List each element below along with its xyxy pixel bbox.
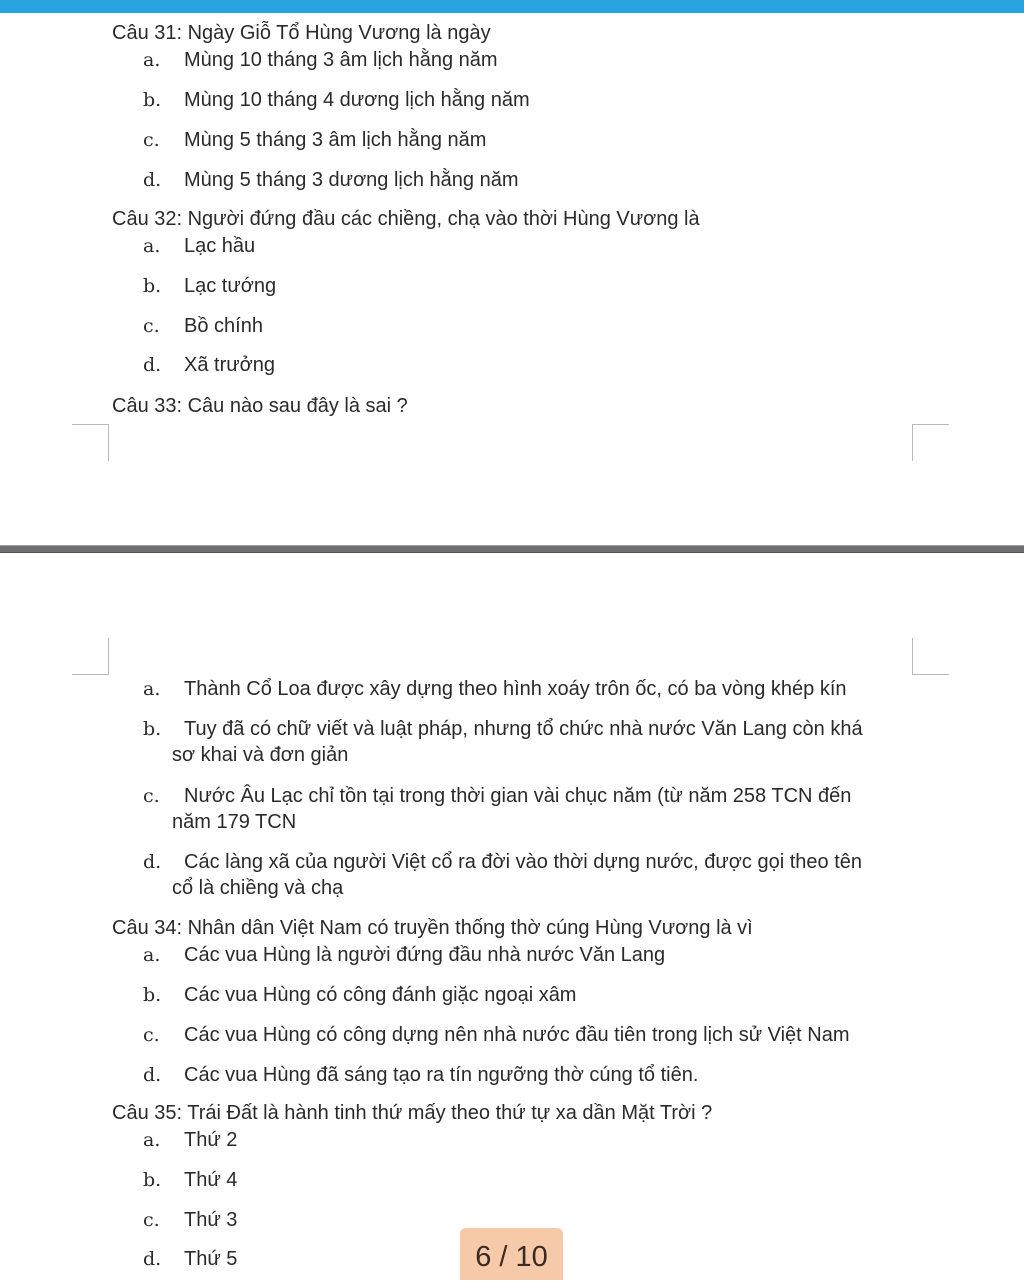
option-text: Các làng xã của người Việt cổ ra đời vào thời dựng nước, được gọi theo tên xyxy=(184,851,863,873)
answer-option xyxy=(143,167,913,193)
option-text-continued: cổ là chiềng và chạ xyxy=(172,877,344,899)
answer-option xyxy=(143,1167,913,1193)
option-text: Mùng 10 tháng 3 âm lịch hằng năm xyxy=(184,49,498,71)
option-text: Mùng 10 tháng 4 dương lịch hằng năm xyxy=(184,89,530,111)
option-letter: a. xyxy=(143,678,161,700)
page-indicator[interactable]: 6 / 10 xyxy=(460,1228,563,1280)
answer-option xyxy=(143,1022,913,1048)
option-text: Thứ 4 xyxy=(184,1169,238,1191)
option-text: Mùng 5 tháng 3 dương lịch hằng năm xyxy=(184,169,519,191)
answer-option xyxy=(143,942,913,968)
answer-option xyxy=(143,273,913,299)
answer-option xyxy=(143,47,913,73)
option-text: Tuy đã có chữ viết và luật pháp, nhưng tổ chức nhà nước Văn Lang còn khá xyxy=(184,718,863,740)
option-letter: b. xyxy=(143,984,162,1006)
option-letter: b. xyxy=(143,1169,162,1191)
option-text: Lạc tướng xyxy=(184,275,277,297)
answer-option xyxy=(143,783,913,835)
option-letter: a. xyxy=(143,944,161,966)
option-letter: a. xyxy=(143,49,161,71)
option-letter: d. xyxy=(143,1248,162,1270)
question-title: Câu 32: Người đứng đầu các chiềng, chạ vào thời Hùng Vương là xyxy=(112,208,700,230)
option-text: Các vua Hùng đã sáng tạo ra tín ngưỡng thờ cúng tổ tiên. xyxy=(184,1064,699,1086)
answer-option xyxy=(143,982,913,1008)
option-letter: c. xyxy=(143,785,160,807)
question-title: Câu 35: Trái Đất là hành tinh thứ mấy theo thứ tự xa dần Mặt Trời ? xyxy=(112,1102,713,1124)
page-corner-mark xyxy=(912,424,949,461)
answer-option xyxy=(143,352,913,378)
answer-option xyxy=(143,313,913,339)
option-letter: b. xyxy=(143,275,162,297)
question-title: Câu 33: Câu nào sau đây là sai ? xyxy=(112,395,408,417)
option-letter: c. xyxy=(143,1209,160,1231)
option-letter: d. xyxy=(143,1064,162,1086)
option-letter: d. xyxy=(143,354,162,376)
option-text: Mùng 5 tháng 3 âm lịch hằng năm xyxy=(184,129,487,151)
option-text: Bồ chính xyxy=(184,315,263,337)
option-letter: c. xyxy=(143,129,160,151)
option-letter: b. xyxy=(143,89,162,111)
option-text: Thành Cổ Loa được xây dựng theo hình xoáy trôn ốc, có ba vòng khép kín xyxy=(184,678,847,700)
question-title: Câu 34: Nhân dân Việt Nam có truyền thống thờ cúng Hùng Vương là vì xyxy=(112,917,753,939)
option-letter: a. xyxy=(143,1129,161,1151)
page-corner-mark xyxy=(72,638,109,675)
option-letter: d. xyxy=(143,851,162,873)
top-accent-bar xyxy=(0,0,1024,13)
option-text-continued: năm 179 TCN xyxy=(172,811,297,833)
page-corner-mark xyxy=(72,424,109,461)
answer-option xyxy=(143,87,913,113)
answer-option xyxy=(143,127,913,153)
option-text: Các vua Hùng có công dựng nên nhà nước đầu tiên trong lịch sử Việt Nam xyxy=(184,1024,850,1046)
option-text: Lạc hầu xyxy=(184,235,256,257)
answer-option xyxy=(143,1062,913,1088)
option-letter: c. xyxy=(143,1024,160,1046)
answer-option xyxy=(143,676,913,702)
option-text: Thứ 3 xyxy=(184,1209,238,1231)
answer-option xyxy=(143,849,913,901)
option-letter: c. xyxy=(143,315,160,337)
option-text: Thứ 5 xyxy=(184,1248,238,1270)
question-title: Câu 31: Ngày Giỗ Tổ Hùng Vương là ngày xyxy=(112,22,491,44)
page-break-divider xyxy=(0,545,1024,553)
option-letter: a. xyxy=(143,235,161,257)
option-text: Các vua Hùng có công đánh giặc ngoại xâm xyxy=(184,984,577,1006)
option-letter: d. xyxy=(143,169,162,191)
option-text-continued: sơ khai và đơn giản xyxy=(172,744,349,766)
option-text: Các vua Hùng là người đứng đầu nhà nước Văn Lang xyxy=(184,944,666,966)
answer-option xyxy=(143,1127,913,1153)
answer-option xyxy=(143,233,913,259)
answer-option xyxy=(143,716,913,768)
option-text: Thứ 2 xyxy=(184,1129,238,1151)
page-corner-mark xyxy=(912,638,949,675)
option-text: Nước Âu Lạc chỉ tồn tại trong thời gian vài chục năm (từ năm 258 TCN đến xyxy=(184,785,852,807)
option-text: Xã trưởng xyxy=(184,354,275,376)
option-letter: b. xyxy=(143,718,162,740)
